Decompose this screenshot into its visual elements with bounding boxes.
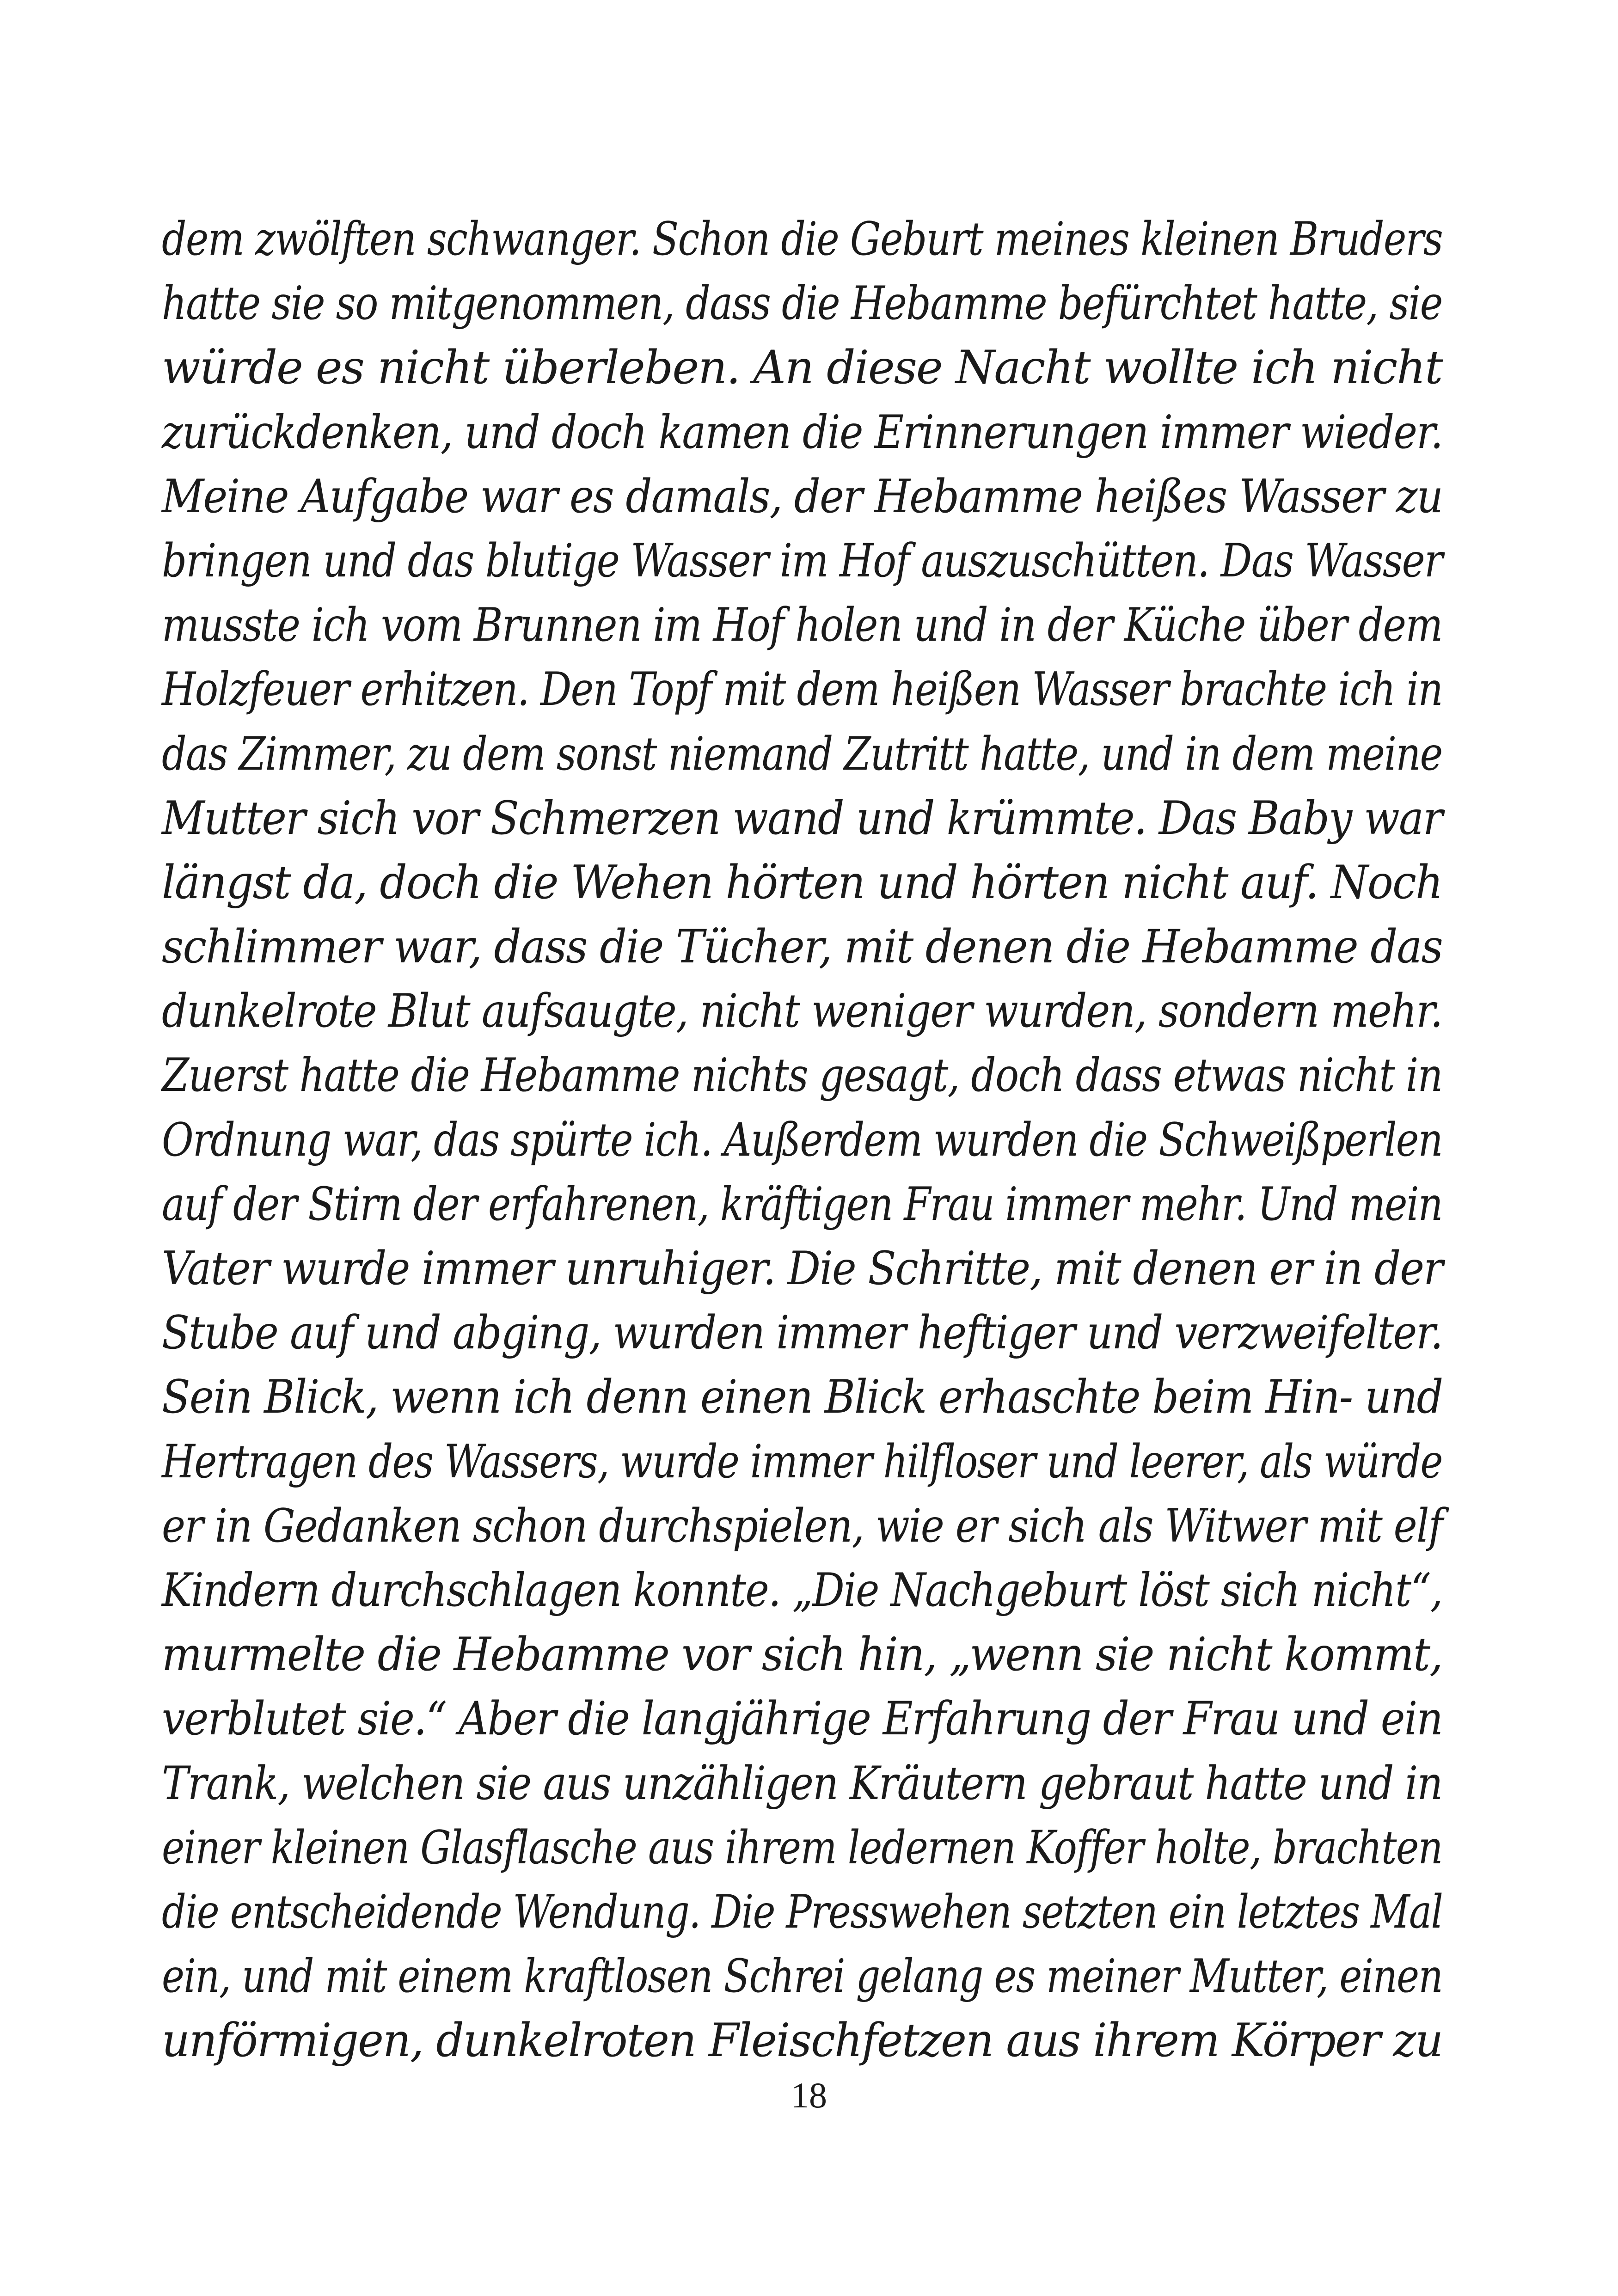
text-line: Ordnung war, das spürte ich. Außerdem wurden die Schweißperlen [162,1113,1442,1167]
text-line: Meine Aufgabe war es damals, der Hebamme heißes Wasser zu [162,470,1443,523]
text-line: einer kleinen Glasflasche aus ihrem ledernen Koffer holte, brachten [162,1821,1442,1874]
text-line: Trank, welchen sie aus unzähligen Kräutern gebraut hatte und in [162,1757,1442,1810]
text-line: auf der Stirn der erfahrenen, kräftigen Frau immer mehr. Und mein [162,1177,1442,1231]
text-line: Mutter sich vor Schmerzen wand und krümmte. Das Baby war [162,791,1442,845]
text-line: bringen und das blutige Wasser im Hof auszuschütten. Das Wasser [162,534,1442,588]
text-line: dem zwölften schwanger. Schon die Geburt meines kleinen Bruders [162,213,1443,266]
text-line: Stube auf und abging, wurden immer heftiger und verzweifelter. [162,1306,1443,1360]
text-line: unförmigen, dunkelroten Fleischfetzen aus ihrem Körper zu [162,2014,1443,2068]
page-number: 18 [791,2075,827,2115]
text-line: dunkelrote Blut aufsaugte, nicht weniger wurden, sondern mehr. [162,985,1442,1038]
text-line: musste ich vom Brunnen im Hof holen und in der Küche über dem [162,599,1442,652]
text-line: Hertragen des Wassers, wurde immer hilfloser und leerer, als würde [162,1435,1442,1488]
text-line: die entscheidende Wendung. Die Presswehen setzten ein letztes Mal [162,1885,1443,1939]
text-line: Holzfeuer erhitzen. Den Topf mit dem heißen Wasser brachte ich in [162,663,1443,716]
text-line: schlimmer war, dass die Tücher, mit denen die Hebamme das [162,920,1442,974]
text-line: Zuerst hatte die Hebamme nichts gesagt, doch dass etwas nicht in [162,1049,1442,1102]
text-line: Vater wurde immer unruhiger. Die Schritte, mit denen er in der [162,1242,1443,1295]
text-line: zurückdenken, und doch kamen die Erinnerungen immer wieder. [162,405,1443,459]
body-text [162,207,1442,2073]
text-line: Sein Blick, wenn ich denn einen Blick erhaschte beim Hin- und [162,1371,1443,1424]
text-line: würde es nicht überleben. An diese Nacht wollte ich nicht [162,341,1442,395]
text-line: verblutet sie.“ Aber die langjährige Erfahrung der Frau und ein [162,1692,1443,1746]
text-line: ein, und mit einem kraftlosen Schrei gelang es meiner Mutter, einen [162,1950,1443,2003]
text-line: murmelte die Hebamme vor sich hin, „wenn sie nicht kommt, [162,1628,1442,1682]
text-line: hatte sie so mitgenommen, dass die Hebamme befürchtet hatte, sie [162,277,1442,331]
text-line: er in Gedanken schon durchspielen, wie er sich als Witwer mit elf [162,1499,1443,1553]
text-line: das Zimmer, zu dem sonst niemand Zutritt hatte, und in dem meine [162,727,1442,781]
text-line: Kindern durchschlagen konnte. „Die Nachgeburt löst sich nicht“, [162,1563,1442,1617]
text-line: längst da, doch die Wehen hörten und hörten nicht auf. Noch [162,856,1442,909]
